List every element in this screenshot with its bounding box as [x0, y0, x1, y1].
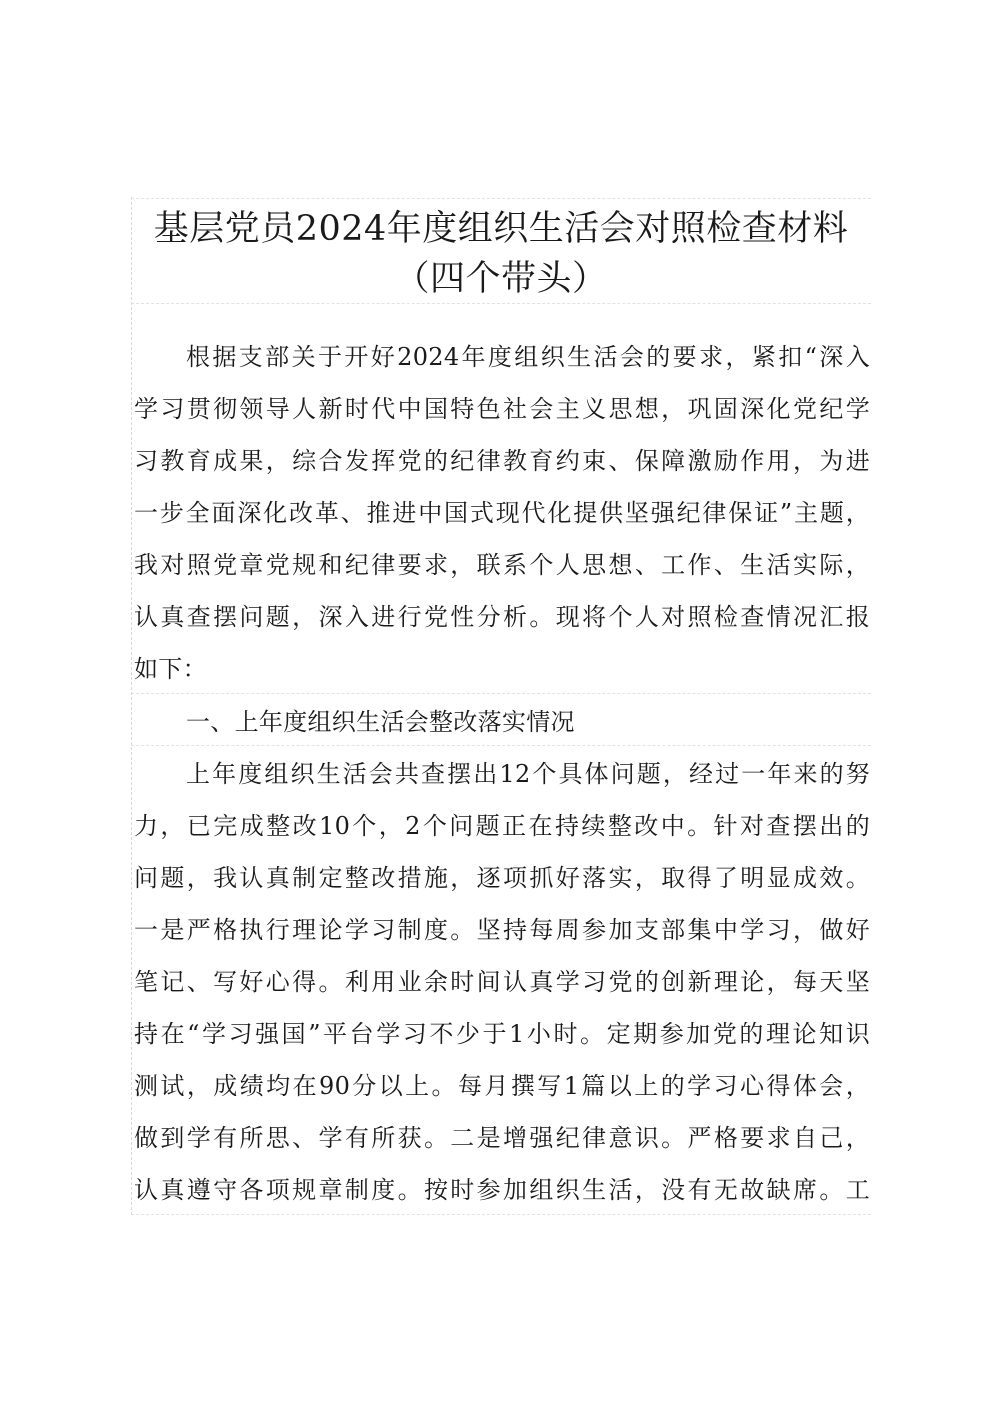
text-line: 做到学有所思、学有所获。二是增强纪律意识。严格要求自己， — [134, 1124, 870, 1152]
section-heading: 一、上年度组织生活会整改落实情况 — [186, 708, 575, 736]
text-line: 习教育成果，综合发挥党的纪律教育约束、保障激励作用，为进 — [134, 447, 870, 475]
document-subtitle: （四个带头） — [394, 259, 608, 299]
text-line: 测试，成绩均在90分以上。每月撰写1篇以上的学习心得体会， — [134, 1072, 870, 1100]
text-line: 上年度组织生活会共查摆出12个具体问题，经过一年来的努 — [186, 760, 870, 788]
divider — [131, 303, 871, 304]
text-line: 如下： — [134, 655, 207, 683]
divider — [131, 198, 871, 199]
text-line: 学习贯彻领导人新时代中国特色社会主义思想，巩固深化党纪学 — [134, 395, 870, 423]
text-line: 持在“学习强国”平台学习不少于1小时。定期参加党的理论知识 — [134, 1020, 870, 1048]
document-title: 基层党员2024年度组织生活会对照检查材料 — [153, 209, 849, 249]
text-line: 问题，我认真制定整改措施，逐项抓好落实，取得了明显成效。 — [134, 864, 870, 892]
text-line: 力，已完成整改10个，2个问题正在持续整改中。针对查摆出的 — [134, 812, 870, 840]
text-line: 认真查摆问题，深入进行党性分析。现将个人对照检查情况汇报 — [134, 603, 870, 631]
text-line: 认真遵守各项规章制度。按时参加组织生活，没有无故缺席。工 — [134, 1176, 870, 1204]
divider — [131, 1214, 871, 1215]
text-line: 笔记、写好心得。利用业余时间认真学习党的创新理论，每天坚 — [134, 968, 870, 996]
divider — [131, 745, 871, 746]
text-line: 我对照党章党规和纪律要求，联系个人思想、工作、生活实际， — [134, 551, 870, 579]
text-line: 一步全面深化改革、推进中国式现代化提供坚强纪律保证”主题， — [134, 499, 870, 527]
text-line: 一是严格执行理论学习制度。坚持每周参加支部集中学习，做好 — [134, 916, 870, 944]
page-margin-guide — [131, 197, 132, 1215]
divider — [131, 693, 871, 694]
text-line: 根据支部关于开好2024年度组织生活会的要求，紧扣“深入 — [186, 343, 870, 371]
